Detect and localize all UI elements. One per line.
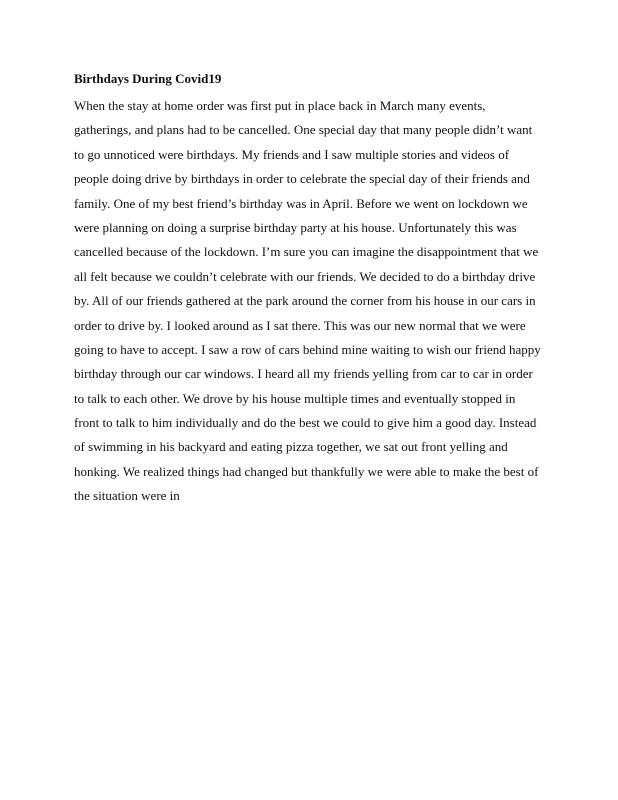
body-line: were planning on doing a surprise birthday party at his house. Unfortunately this was — [74, 219, 517, 235]
body-line: of swimming in his backyard and eating pizza together, we sat out front yelling and — [74, 439, 508, 455]
body-line: people doing drive by birthdays in order to celebrate the special day of their friends and — [74, 171, 530, 187]
body-line: cancelled because of the lockdown. I’m sure you can imagine the disappointment that we — [74, 244, 539, 260]
body-line: birthday through our car windows. I heard all my friends yelling from car to car in order — [74, 366, 533, 382]
body-line: honking. We realized things had changed but thankfully we were able to make the best of — [74, 463, 539, 479]
body-line: family. One of my best friend’s birthday was in April. Before we went on lockdown we — [74, 195, 528, 211]
body-line: by. All of our friends gathered at the park around the corner from his house in our cars in — [74, 293, 536, 309]
body-line: to go unnoticed were birthdays. My friends and I saw multiple stories and videos of — [74, 146, 510, 162]
document-body — [74, 97, 554, 512]
body-line: going to have to accept. I saw a row of cars behind mine waiting to wish our friend happy — [74, 341, 541, 357]
body-line: to talk to each other. We drove by his house multiple times and eventually stopped in — [74, 390, 516, 406]
body-line: When the stay at home order was first put in place back in March many events, — [74, 98, 486, 113]
body-line: the situation were in — [74, 488, 180, 504]
body-line: front to talk to him individually and do the best we could to give him a good day. Instead — [74, 415, 537, 431]
document-title: Birthdays During Covid19 — [74, 71, 222, 86]
body-line: gatherings, and plans had to be cancelled. One special day that many people didn’t want — [74, 122, 533, 138]
body-line: order to drive by. I looked around as I sat there. This was our new normal that we were — [74, 317, 526, 333]
body-line: all felt because we couldn’t celebrate with our friends. We decided to do a birthday drive — [74, 268, 536, 284]
